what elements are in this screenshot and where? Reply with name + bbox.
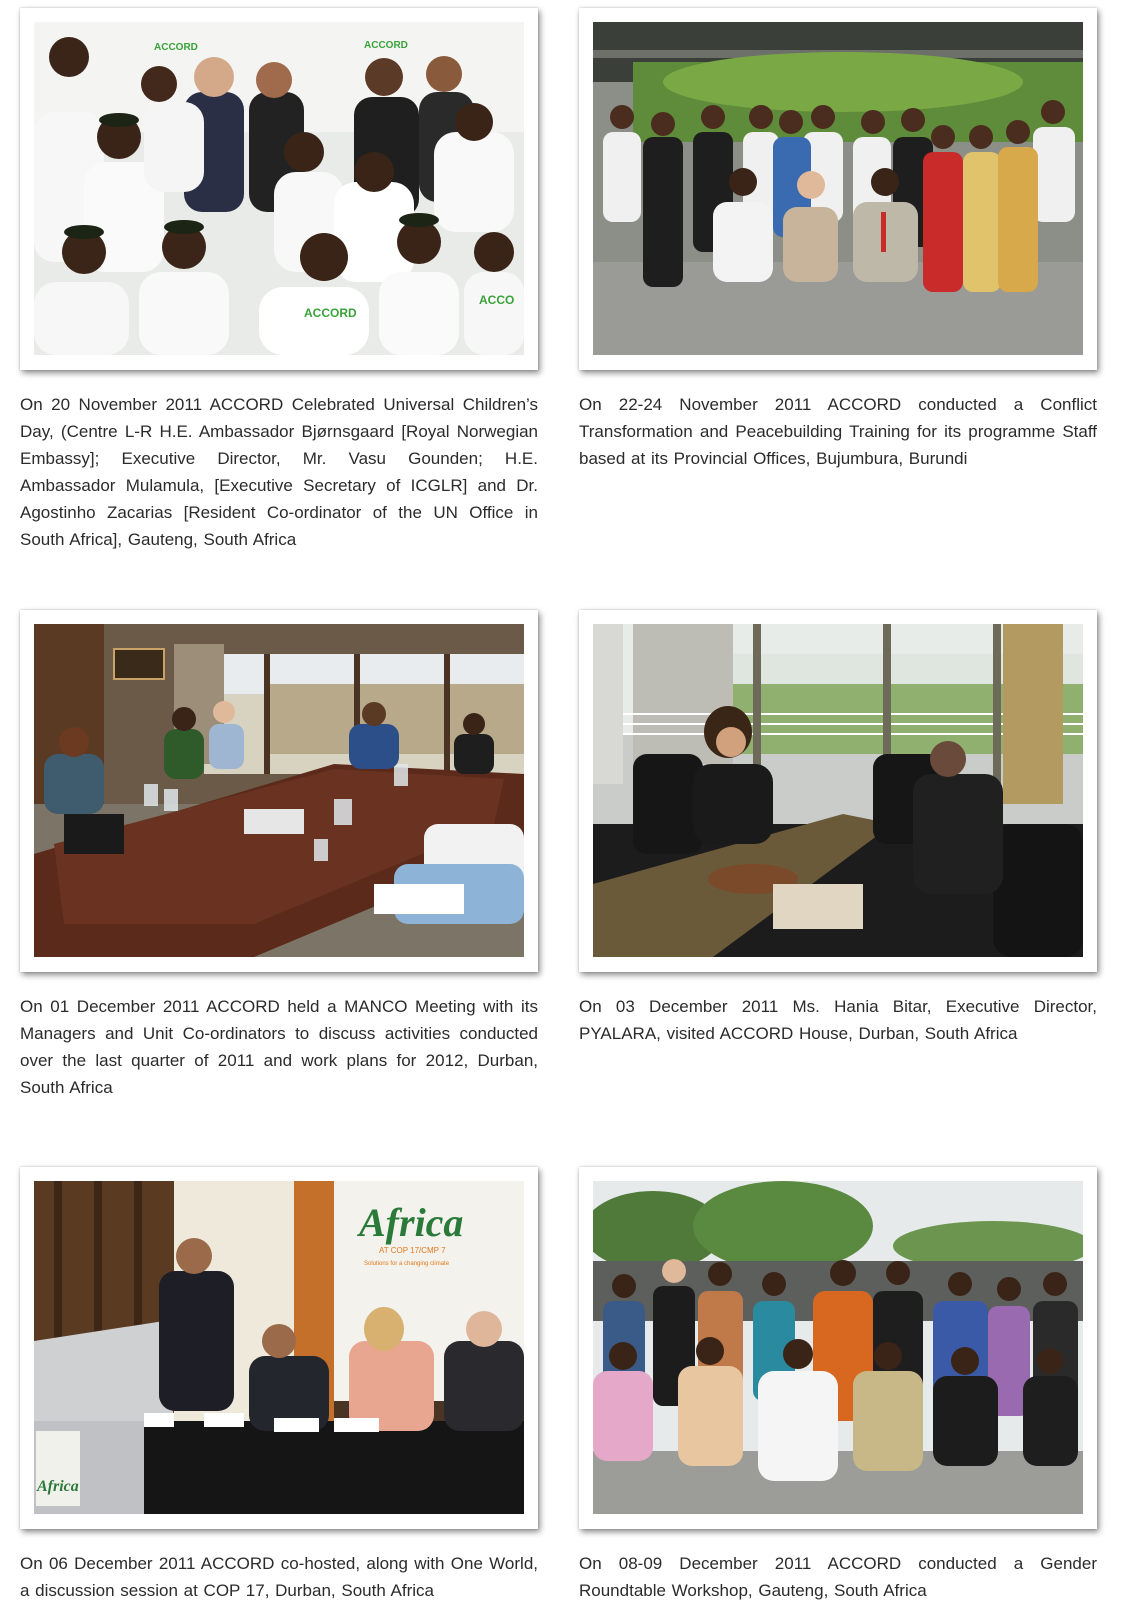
podium-text: Africa <box>37 1478 79 1495</box>
photo-illustration <box>34 1181 524 1514</box>
photo-caption: On 06 December 2011 ACCORD co-hosted, along with One World, a discussion session at COP 17, Durban, South Africa <box>20 1554 538 1600</box>
banner-text: ACCORD <box>154 42 198 53</box>
photo-caption: On 01 December 2011 ACCORD held a MANCO Meeting with its Managers and Unit Co-ordinators to discuss activities conducted over the last quarter of 2011 and work plans for 2012, Durban, South Africa <box>20 997 538 1097</box>
photo-pyalara-visit <box>593 624 1083 957</box>
banner-text: Solutions for a changing climate <box>364 1261 450 1267</box>
photo-caption: On 20 November 2011 ACCORD Celebrated Universal Children’s Day, (Centre L-R H.E. Ambassador Bjørnsgaard [Royal Norwegian Embassy]; Executive Director, Mr. Vasu Gounden; H.E. Ambassador Mulamula, [Executive Secretary of ICGLR] and Dr. Agostinho Zacarias [Resident Co-ordinator of the UN Office in South Africa], Gauteng, South Africa <box>20 395 538 549</box>
photo-frame <box>579 610 1097 972</box>
photo-illustration <box>34 624 524 957</box>
photo-entry-gender-roundtable <box>579 1167 1097 1604</box>
photo-caption: On 22-24 November 2011 ACCORD conducted a Conflict Transformation and Peacebuilding Training for its programme Staff based at its Provincial Offices, Bujumbura, Burundi <box>579 395 1097 468</box>
tshirt-text: ACCORD <box>304 306 357 320</box>
photo-frame <box>20 610 538 972</box>
banner-text: Africa <box>359 1200 464 1245</box>
photo-illustration <box>593 1181 1083 1514</box>
photo-frame <box>579 8 1097 370</box>
photo-illustration <box>593 624 1083 957</box>
photo-illustration <box>593 22 1083 355</box>
photo-frame <box>20 8 538 370</box>
photo-caption: On 03 December 2011 Ms. Hania Bitar, Executive Director, PYALARA, visited ACCORD House, Durban, South Africa <box>579 997 1097 1043</box>
photo-illustration <box>34 22 524 355</box>
photo-childrens-day <box>34 22 524 355</box>
photo-frame <box>579 1167 1097 1529</box>
photo-bujumbura-training <box>593 22 1083 355</box>
photo-cop17-session <box>34 1181 524 1514</box>
photo-caption: On 08-09 December 2011 ACCORD conducted a Gender Roundtable Workshop, Gauteng, South Africa <box>579 1554 1097 1600</box>
photo-entry-cop17-session <box>20 1167 538 1604</box>
photo-entry-manco-meeting <box>20 610 538 1101</box>
photo-gender-roundtable <box>593 1181 1083 1514</box>
banner-text: AT COP 17/CMP 7 <box>379 1246 446 1255</box>
photo-entry-childrens-day <box>20 8 538 553</box>
photo-frame <box>20 1167 538 1529</box>
photo-entry-pyalara-visit <box>579 610 1097 1047</box>
photo-manco-meeting <box>34 624 524 957</box>
tshirt-text: ACCO <box>479 293 515 307</box>
photo-entry-bujumbura-training <box>579 8 1097 472</box>
banner-text: ACCORD <box>364 40 408 51</box>
